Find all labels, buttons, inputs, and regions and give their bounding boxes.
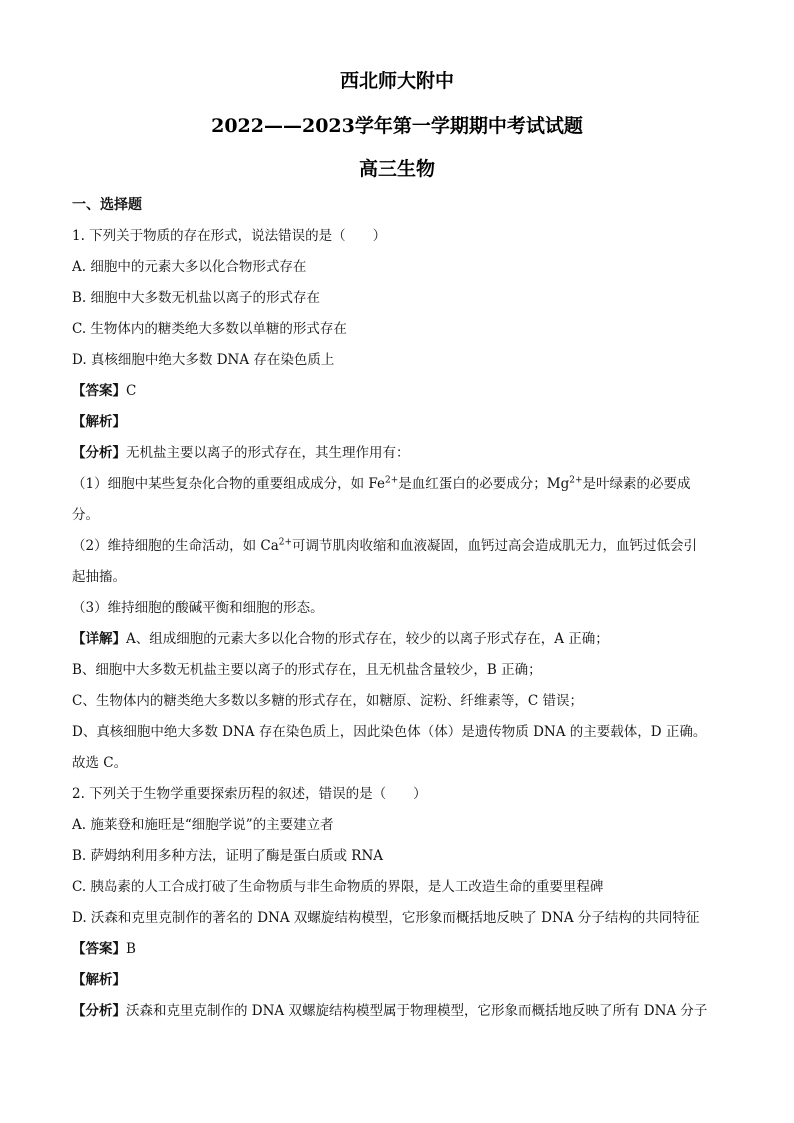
q1-answer [72, 376, 724, 407]
answer-tag: 【答案】 [72, 383, 126, 399]
q1-point-1: （1）细胞中某些复杂化合物的重要组成成分，如 $Fe^{2+}$是血红蛋白的必要成分；$Mg^{2+}$是叶绿素的必要成 [72, 475, 691, 492]
answer-value: B [126, 941, 136, 957]
q1-option-a: A. 细胞中的元素大多以化合物形式存在 [72, 259, 307, 275]
q2-analysis-tag: 【解析】 [72, 972, 126, 988]
fenxi-tag: 【分析】 [72, 1003, 126, 1019]
fenxi-tag: 【分析】 [72, 445, 126, 461]
q1-point-1-cont: 分。 [72, 507, 99, 523]
subject-title: 高三生物 [358, 158, 435, 180]
q2-option-c: C. 胰岛素的人工合成打破了生命物质与非生命物质的界限，是人工改造生命的重要里程碑 [72, 879, 604, 895]
exam-content [72, 190, 724, 1027]
answer-value: C [126, 383, 137, 399]
q1-xiangjie-b: B、细胞中大多数无机盐主要以离子的形式存在，且无机盐含量较少，B 正确； [72, 662, 542, 678]
q1-point-2: （2）维持细胞的生命活动，如 $Ca^{2+}$可调节肌肉收缩和血液凝固，血钙过高会造成肌无力，血钙过低会引 [72, 537, 698, 554]
section-heading: 一、选择题 [72, 197, 142, 213]
q2-answer [72, 934, 724, 965]
q1-xiangjie-a: 【详解】A、组成细胞的元素大多以化合物的形式存在，较少的以离子形式存在，A 正确； [72, 631, 609, 647]
q1-option-c: C. 生物体内的糖类绝大多数以单糖的形式存在 [72, 321, 347, 337]
q1-option-b: B. 细胞中大多数无机盐以离子的形式存在 [72, 290, 321, 306]
q1-point-3: （3）维持细胞的酸碱平衡和细胞的形态。 [72, 600, 324, 616]
q1-option-d: D. 真核细胞中绝大多数 DNA 存在染色质上 [72, 352, 335, 368]
q1-fenxi [72, 438, 724, 469]
q2-option-b: B. 萨姆纳利用多种方法，证明了酶是蛋白质或 RNA [72, 848, 384, 864]
q1-xiangjie-d: D、真核细胞中绝大多数 DNA 存在染色质上，因此染色体（体）是遗传物质 DNA 的主要载体，D 正确。 [72, 724, 707, 740]
fenxi-text: 无机盐主要以离子的形式存在，其生理作用有： [126, 445, 410, 461]
q1-xiangjie-c: C、生物体内的糖类绝大多数以多糖的形式存在，如糖原、淀粉、纤维素等，C 错误； [72, 693, 583, 709]
q1-stem: 1. 下列关于物质的存在形式，说法错误的是（ ） [72, 228, 387, 244]
q2-option-a: A. 施莱登和施旺是“细胞学说”的主要建立者 [72, 817, 334, 833]
school-name: 西北师大附中 [339, 70, 454, 92]
q2-fenxi [72, 996, 724, 1027]
q2-option-d: D. 沃森和克里克制作的著名的 DNA 双螺旋结构模型，它形象而概括地反映了 DNA 分子结构的共同特征 [72, 910, 700, 926]
answer-tag: 【答案】 [72, 941, 126, 957]
fenxi-text: 沃森和克里克制作的 DNA 双螺旋结构模型属于物理模型，它形象而概括地反映了所有 DNA 分子 [126, 1003, 708, 1019]
xiangjie-tag: 【详解】 [72, 631, 126, 647]
q1-point-2-cont: 起抽搐。 [72, 569, 126, 585]
q1-conclusion: 故选 C。 [72, 755, 128, 771]
exam-title: 2022——2023学年第一学期期中考试试题 [211, 115, 583, 137]
q1-analysis-tag: 【解析】 [72, 414, 126, 430]
q2-stem: 2. 下列关于生物学重要探索历程的叙述，错误的是（ ） [72, 786, 427, 802]
